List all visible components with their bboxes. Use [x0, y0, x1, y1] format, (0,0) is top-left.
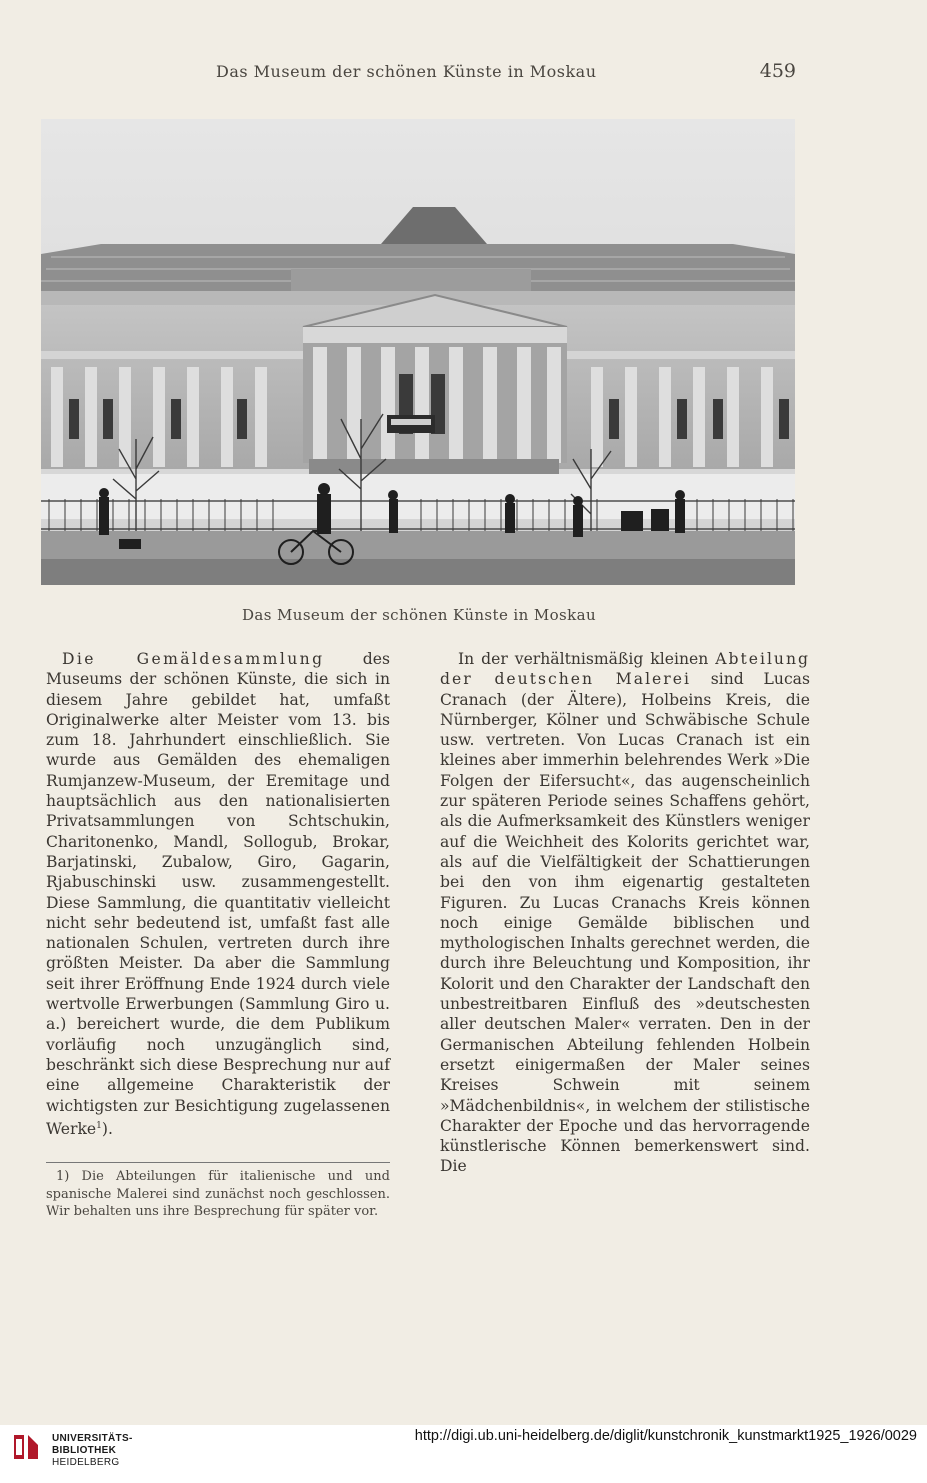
emphasis-spaced: Abteilung der deutschen Malerei: [440, 650, 810, 689]
museum-photo-illustration: [41, 119, 795, 585]
university-library-logo-icon: [10, 1431, 42, 1463]
figure-caption: Das Museum der schönen Künste in Moskau: [241, 606, 597, 624]
source-url-link[interactable]: http://digi.ub.uni-heidelberg.de/diglit/kunstchronik_kunstmarkt1925_1926/0029: [414, 1428, 917, 1444]
emphasis-spaced: Die Gemäldesammlung: [62, 650, 325, 668]
left-paragraph-text: des Museums der schönen Künste, die sich in diesem Jahre gebildet hat, umfaßt Originalwerke alter Meister vom 13. bis zum 18. Jahrhundert einschließlich. Sie wurde aus Gemälden des ehemaligen Rumjanzew-Museum, der Eremitage und hauptsächlich aus den nationalisierten Privatsammlungen von Schtschukin, Charitonenko, Mandl, Sollogub, Brokar, Barjatinski, Zubalow, Giro, Gagarin, Rjabuschinski usw. zusammengestellt. Diese Sammlung, die quantitativ vielleicht nicht sehr bedeutend ist, umfaßt fast alle nationalen Schulen, vertreten durch ihre größten Meister. Da aber die Sammlung seit ihrer Eröffnung Ende 1924 durch viele wertvolle Erwerbungen (Sammlung Giro u. a.) bereichert wurde, die dem Publikum vorläufig noch unzugänglich sind, beschränkt sich diese Besprechung nur auf eine allgemeine Charakteristik der wichtigsten zur Besichtigung zugelassenen Werke: [46, 650, 390, 1139]
library-name-line-2: BIBLIOTHEK: [52, 1445, 117, 1456]
page-number: 459: [759, 60, 796, 82]
left-paragraph: [46, 649, 390, 1139]
right-column: [440, 649, 810, 1177]
right-paragraph: [440, 649, 810, 1177]
right-paragraph-start: In der verhältnismäßig kleinen: [458, 650, 716, 668]
right-paragraph-text: sind Lucas Cranach (der Ältere), Holbeins Kreis, die Nürnberger, Kölner und Schwäbische Schule usw. vertreten. Von Lucas Cranach ist ein kleines aber immerhin belehrendes Werk »Die Folgen der Eifersucht«, das augenscheinlich zur späteren Periode seines Schaffens gehört, als die Aufmerksamkeit des Künstlers weniger auf die Weichheit des Kolorits gerichtet war, als auf die Vielfältigkeit der Schattierungen bei den von ihm eigenartig gestalteten Figuren. Zu Lucas Cranachs Kreis können noch einige Gemälde biblischen und mythologischen Inhalts gerechnet werden, die durch ihre Beleuchtung und Komposition, ihr Kolorit und den Charakter der Landschaft den unbestreitbaren Einfluß des »deutschesten aller deutschen Maler« verraten. Den in der Germanischen Abteilung fehlenden Holbein ersetzt einigermaßen der Maler seines Kreises Schwein mit seinem »Mädchenbildnis«, in welchem der stilistische Charakter der Epoche und das hervorragende künstlerische Können bemerkenswert sind. Die: [440, 670, 810, 1176]
footnote-rule: [46, 1162, 390, 1163]
footnote-text: 1) Die Abteilungen für italienische und und spanische Malerei sind zunächst noch geschlossen. Wir behalten uns ihre Besprechung für später vor.: [46, 1169, 390, 1219]
left-column: [46, 649, 390, 1139]
library-name-line-3: HEIDELBERG: [52, 1457, 120, 1468]
page-header: [44, 62, 796, 86]
footnote: [46, 1168, 390, 1221]
digitization-footer: [0, 1425, 927, 1483]
library-name-line-1: UNIVERSITÄTS-: [52, 1433, 133, 1444]
footnote-mark: 1: [96, 1120, 102, 1131]
running-title: Das Museum der schönen Künste in Moskau: [216, 62, 597, 81]
museum-photograph: [41, 119, 795, 585]
left-paragraph-end: ).: [101, 1120, 113, 1139]
